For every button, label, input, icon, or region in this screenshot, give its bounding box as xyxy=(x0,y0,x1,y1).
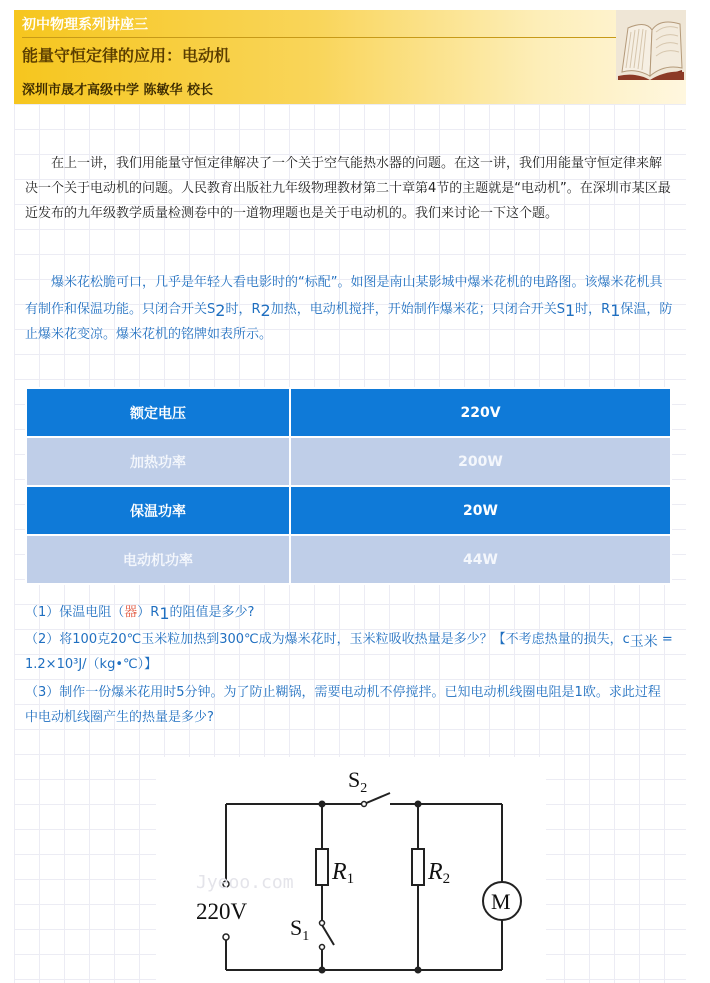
table-cell-value: 20W xyxy=(290,486,671,535)
table-row xyxy=(26,486,671,535)
watermark: Jyeoo.com xyxy=(196,872,294,893)
label-s2: $S_2$ xyxy=(348,767,368,796)
table-row xyxy=(26,388,671,437)
junction-node xyxy=(319,801,326,808)
table-row xyxy=(26,437,671,486)
label-motor: M xyxy=(491,889,511,914)
problem-statement: 爆米花松脆可口，几乎是年轻人看电影时的“标配”。如图是南山某影城中爆米花机的电路图。该爆米花机具有制作和保温功能。只闭合开关S2时，R2加热，电动机搅拌，开始制作爆米花；只闭合开关S1时，R1保温，防止爆米花变凉。爆米花机的铭牌如表所示。 xyxy=(25,275,673,342)
table-cell-value: 200W xyxy=(290,437,671,486)
open-book-icon xyxy=(616,10,686,80)
label-voltage: 220V xyxy=(196,899,248,924)
question-2: （2）将100克20℃玉米粒加热到300℃成为爆米花时，玉米粒吸收热量是多少？【不考虑热量的损失，c玉米 = 1.2×10³J/（kg•℃）】 xyxy=(25,632,673,672)
circuit-diagram xyxy=(156,757,546,983)
question-3: （3）制作一份爆米花用时5分钟。为了防止糊锅，需要电动机不停搅拌。已知电动机线圈电阻是1欧。求此过程中电动机线圈产生的热量是多少? xyxy=(25,685,661,725)
table-row xyxy=(26,535,671,584)
question-1: （1）保温电阻（器）R1的阻值是多少? xyxy=(25,604,255,623)
resistor-r1 xyxy=(316,849,328,885)
label-r1: R1 xyxy=(332,859,355,887)
table-cell-label: 加热功率 xyxy=(26,437,290,486)
junction-node xyxy=(415,967,422,974)
table-cell-label: 保温功率 xyxy=(26,486,290,535)
label-s1: $S_1$ xyxy=(290,915,310,944)
table-cell-label: 额定电压 xyxy=(26,388,290,437)
table-cell-value: 44W xyxy=(290,535,671,584)
junction-node xyxy=(319,967,326,974)
label-r2: R2 xyxy=(428,859,451,887)
lecture-header xyxy=(14,10,686,104)
header-divider xyxy=(22,37,622,38)
table-cell-label: 电动机功率 xyxy=(26,535,290,584)
resistor-r2 xyxy=(412,849,424,885)
table-cell-value: 220V xyxy=(290,388,671,437)
terminal-bottom xyxy=(223,934,229,940)
series-label: 初中物理系列讲座三 xyxy=(22,17,148,33)
page-title: 能量守恒定律的应用：电动机 xyxy=(22,46,231,65)
author-line: 深圳市晟才高级中学 陈敏华 校长 xyxy=(22,83,214,98)
junction-node xyxy=(415,801,422,808)
intro-paragraph: 在上一讲，我们用能量守恒定律解决了一个关于空气能热水器的问题。在这一讲，我们用能量守恒定律来解决一个关于电动机的问题。人民教育出版社九年级物理教材第二十章第4节的主题就是“电动机”。在深圳市某区最近发布的九年级教学质量检测卷中的一道物理题也是关于电动机的。我们来讨论一下这个题。 xyxy=(25,156,671,221)
nameplate-table xyxy=(25,387,672,585)
